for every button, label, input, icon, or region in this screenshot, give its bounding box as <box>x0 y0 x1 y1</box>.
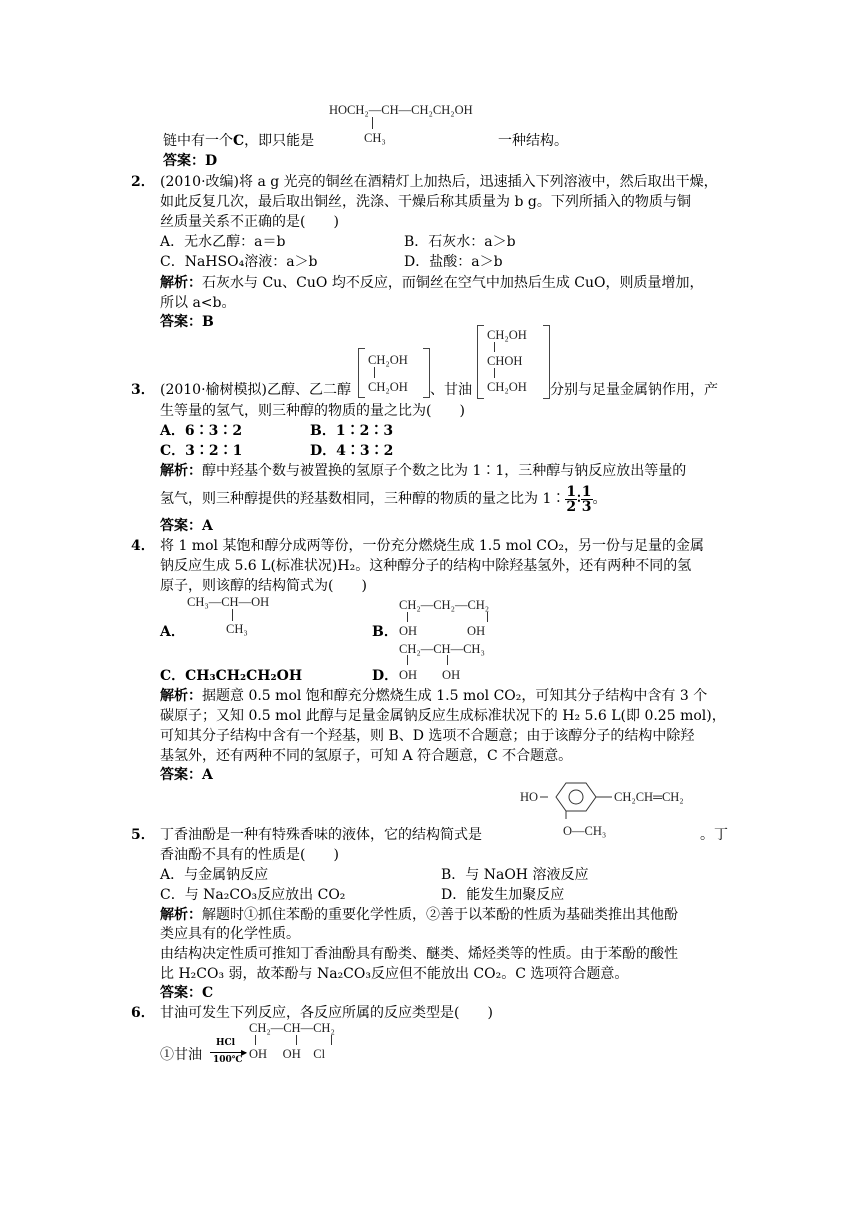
q2-option-b: B．石灰水：a＞b <box>404 234 516 250</box>
q4-option-b-label: B． <box>372 624 398 640</box>
q1-explanation-end: 一种结构。 <box>498 133 568 149</box>
q6-product-top: CH₂—CH—CH₂ <box>249 1021 335 1035</box>
q5-explanation-3: 由结构决定性质可推知丁香油酚具有酚类、醚类、烯烃类等的性质。由于苯酚的酸性 <box>160 946 678 962</box>
q5-number: 5． <box>131 827 155 843</box>
explanation-label: 解析： <box>160 907 202 923</box>
explanation-text: 解题时①抓住苯酚的重要化学性质，②善于以苯酚的性质为基础类推出其他酚 <box>202 907 678 923</box>
explanation-text: 石灰水与 Cu、CuO 均不反应，而铜丝在空气中加热后生成 CuO，则质量增加， <box>202 275 704 291</box>
answer-value: B <box>202 314 214 330</box>
q5-structure-chain: CH₂CH═CH₂ <box>614 790 684 804</box>
q5-line2: 香油酚不具有的性质是( ) <box>160 847 339 863</box>
q4-option-d-label: D． <box>372 668 399 684</box>
q2-explanation-2: 所以 a<b。 <box>160 295 236 311</box>
q1-explanation-line <box>163 131 314 151</box>
q2-option-c: C．NaHSO₄溶液：a＞b <box>160 254 318 270</box>
answer-label: 答案： <box>160 518 202 534</box>
q5-option-a: A．与金属钠反应 <box>160 867 269 883</box>
q3-glycerol-bottom: CH₂OH <box>487 380 527 394</box>
fraction-one-half: $\frac{1}{2}$ <box>566 483 577 515</box>
explanation-text: 醇中羟基个数与被置换的氢原子个数之比为 1∶1，三种醇与钠反应放出等量的 <box>202 463 687 479</box>
q1-structure-main: HOCH₂—CH—CH₂CH₂OH <box>329 103 473 117</box>
explanation-text: 氢气，则三种醇提供的羟基数相同，三种醇的物质的量之比为 1∶ <box>160 491 566 507</box>
q6-arrow-head-icon: ▶ <box>241 1048 248 1057</box>
q4-line1: 将 1 mol 某饱和醇分成两等份，一份充分燃烧生成 1.5 mol CO₂，另一份与足量的金属 <box>160 538 705 554</box>
answer-value: D <box>205 153 218 169</box>
q3-line2: 生等量的氢气，则三种醇的物质的量之比为( ) <box>160 403 465 419</box>
q4-option-b-bond-2 <box>487 612 488 622</box>
answer-label: 答案： <box>160 314 202 330</box>
q3-glycerol-bracket-right <box>543 325 550 399</box>
q3-glycol-bottom: CH₂OH <box>368 380 408 394</box>
q6-arrow-reagent: HCl <box>216 1038 236 1048</box>
q1-text-a: 链中有一个 <box>163 133 233 149</box>
q5-option-c: C．与 Na₂CO₃反应放出 CO₂ <box>160 887 346 903</box>
q2-option-a: A．无水乙醇：a＝b <box>160 234 286 250</box>
q5-line1-a: 丁香油酚是一种有特殊香味的液体，它的结构简式是 <box>160 827 482 843</box>
q4-option-c: C．CH₃CH₂CH₂OH <box>160 668 303 684</box>
q1-structure-bond <box>372 117 373 129</box>
q3-line1-a: (2010·榆树模拟)乙醇、乙二醇 <box>160 382 352 398</box>
q1-text-b: ，即只能是 <box>244 133 315 149</box>
q4-option-b-structure-top: CH₂—CH₂—CH₂ <box>399 598 490 612</box>
q5-answer <box>160 983 213 1003</box>
q4-option-a-bond <box>232 609 233 621</box>
q2-line2: 如此反复几次，最后取出铜丝，洗涤、干燥后称其质量为 b g。下列所插入的物质与铜 <box>160 194 691 210</box>
q1-structure-branch: CH₃ <box>364 131 386 145</box>
answer-value: C <box>202 985 214 1001</box>
q5-line1-b: 。丁 <box>700 827 728 843</box>
q6-product-bond-2 <box>296 1035 297 1045</box>
q3-option-b: B．1∶2∶3 <box>310 423 394 439</box>
fraction-one-third: $\frac{1}{3}$ <box>581 483 592 515</box>
q6-arrow-condition: 100℃ <box>213 1055 243 1065</box>
q4-option-a-structure-branch: CH₃ <box>226 622 248 636</box>
q3-glycol-bracket-left <box>358 348 365 398</box>
q3-glycol-top: CH₂OH <box>368 353 408 367</box>
q4-option-d-structure-bottom: OH OH <box>399 668 461 682</box>
q5-option-b: B．与 NaOH 溶液反应 <box>441 867 589 883</box>
q5-structure-och3: O—CH₃ <box>563 824 607 838</box>
explanation-label: 解析： <box>160 275 202 291</box>
q4-line3: 原子，则该醇的结构简式为( ) <box>160 578 367 594</box>
q5-option-d: D．能发生加聚反应 <box>441 887 565 903</box>
q5-explanation-4: 比 H₂CO₃ 弱，故苯酚与 Na₂CO₃反应但不能放出 CO₂。C 选项符合题意。 <box>160 966 629 982</box>
q4-explanation-3: 可知其分子结构中含有一个羟基，则 B、D 选项不合题意；由于该醇分子的结构中除羟 <box>160 728 695 744</box>
q4-option-d-bond-1 <box>407 655 408 665</box>
q1-answer <box>163 151 217 171</box>
q4-number: 4． <box>131 538 155 554</box>
q5-structure-ho: HO <box>520 790 539 804</box>
answer-label: 答案： <box>160 985 202 1001</box>
q3-glycerol-bond-1 <box>494 342 495 352</box>
q3-glycerol-bond-2 <box>494 368 495 378</box>
q2-answer <box>160 312 214 332</box>
answer-value: A <box>202 767 213 783</box>
q4-line2: 钠反应生成 5.6 L(标准状况)H₂。这种醇分子的结构中除羟基氢外，还有两种不同的氢 <box>160 558 692 574</box>
explanation-label: 解析： <box>160 688 202 704</box>
q4-option-a-label: A． <box>160 624 185 640</box>
q4-answer <box>160 765 213 785</box>
explanation-label: 解析： <box>160 463 202 479</box>
q5-explanation-2: 类应具有的化学性质。 <box>160 926 300 942</box>
q3-option-a: A．6∶3∶2 <box>160 423 243 439</box>
q3-number: 3． <box>131 382 155 398</box>
q6-line1: 甘油可发生下列反应，各反应所属的反应类型是( ) <box>160 1005 493 1021</box>
q6-number: 6． <box>131 1005 155 1021</box>
q2-number: 2． <box>131 174 155 190</box>
q2-line1: (2010·改编)将 a g 光亮的铜丝在酒精灯上加热后，迅速插入下列溶液中，然后取出干燥， <box>160 174 718 190</box>
q6-product-bottom: OH OH Cl <box>249 1047 326 1061</box>
explanation-text: 据题意 0.5 mol 饱和醇充分燃烧生成 1.5 mol CO₂，可知其分子结构中含有 3 个 <box>202 688 708 704</box>
q4-explanation-4: 基氢外，还有两种不同的氢原子，可知 A 符合题意，C 不合题意。 <box>160 748 573 764</box>
q6-reaction-1-label: ①甘油 <box>160 1047 202 1063</box>
q1-text-c: C <box>233 133 245 149</box>
q3-option-d: D．4∶3∶2 <box>310 443 394 459</box>
q5-benzene-ring-icon <box>540 779 614 819</box>
q2-explanation-1 <box>160 273 704 293</box>
answer-value: A <box>202 518 213 534</box>
q3-glycol-bond <box>374 367 375 378</box>
q4-explanation-2: 碳原子；又知 0.5 mol 此醇与足量金属钠反应生成标准状况下的 H₂ 5.6 L(即 0.25 mol)， <box>160 708 726 724</box>
q3-explanation-2 <box>160 484 607 514</box>
q2-line3: 丝质量关系不正确的是( ) <box>160 214 339 230</box>
q4-option-b-structure-bottom: OH OH <box>399 624 486 638</box>
q3-option-c: C．3∶2∶1 <box>160 443 243 459</box>
q3-explanation-1 <box>160 461 686 481</box>
q4-option-a-structure-top: CH₃—CH—OH <box>187 595 270 609</box>
q3-answer <box>160 516 213 536</box>
q2-option-d: D．盐酸：a＞b <box>404 254 503 270</box>
q6-product-bond-1 <box>255 1035 256 1045</box>
q4-option-b-bond-1 <box>407 612 408 622</box>
q3-glycol-bracket-right <box>423 348 430 398</box>
q4-explanation-1 <box>160 686 707 706</box>
q3-glycerol-middle: CHOH <box>487 354 523 368</box>
period: 。 <box>592 491 607 507</box>
q4-option-d-bond-2 <box>447 655 448 665</box>
q6-product-bond-3 <box>331 1035 332 1045</box>
q3-line1-c: 分别与足量金属钠作用，产 <box>550 382 718 398</box>
q5-explanation-1 <box>160 905 678 925</box>
ratio-colon: ∶ <box>577 491 581 507</box>
answer-label: 答案： <box>163 153 205 169</box>
answer-label: 答案： <box>160 767 202 783</box>
q3-line1-b: 、甘油 <box>430 382 472 398</box>
q4-option-d-structure-top: CH₂—CH—CH₃ <box>399 642 485 656</box>
q3-glycerol-top: CH₂OH <box>487 328 527 342</box>
q3-glycerol-bracket-left <box>477 325 484 399</box>
